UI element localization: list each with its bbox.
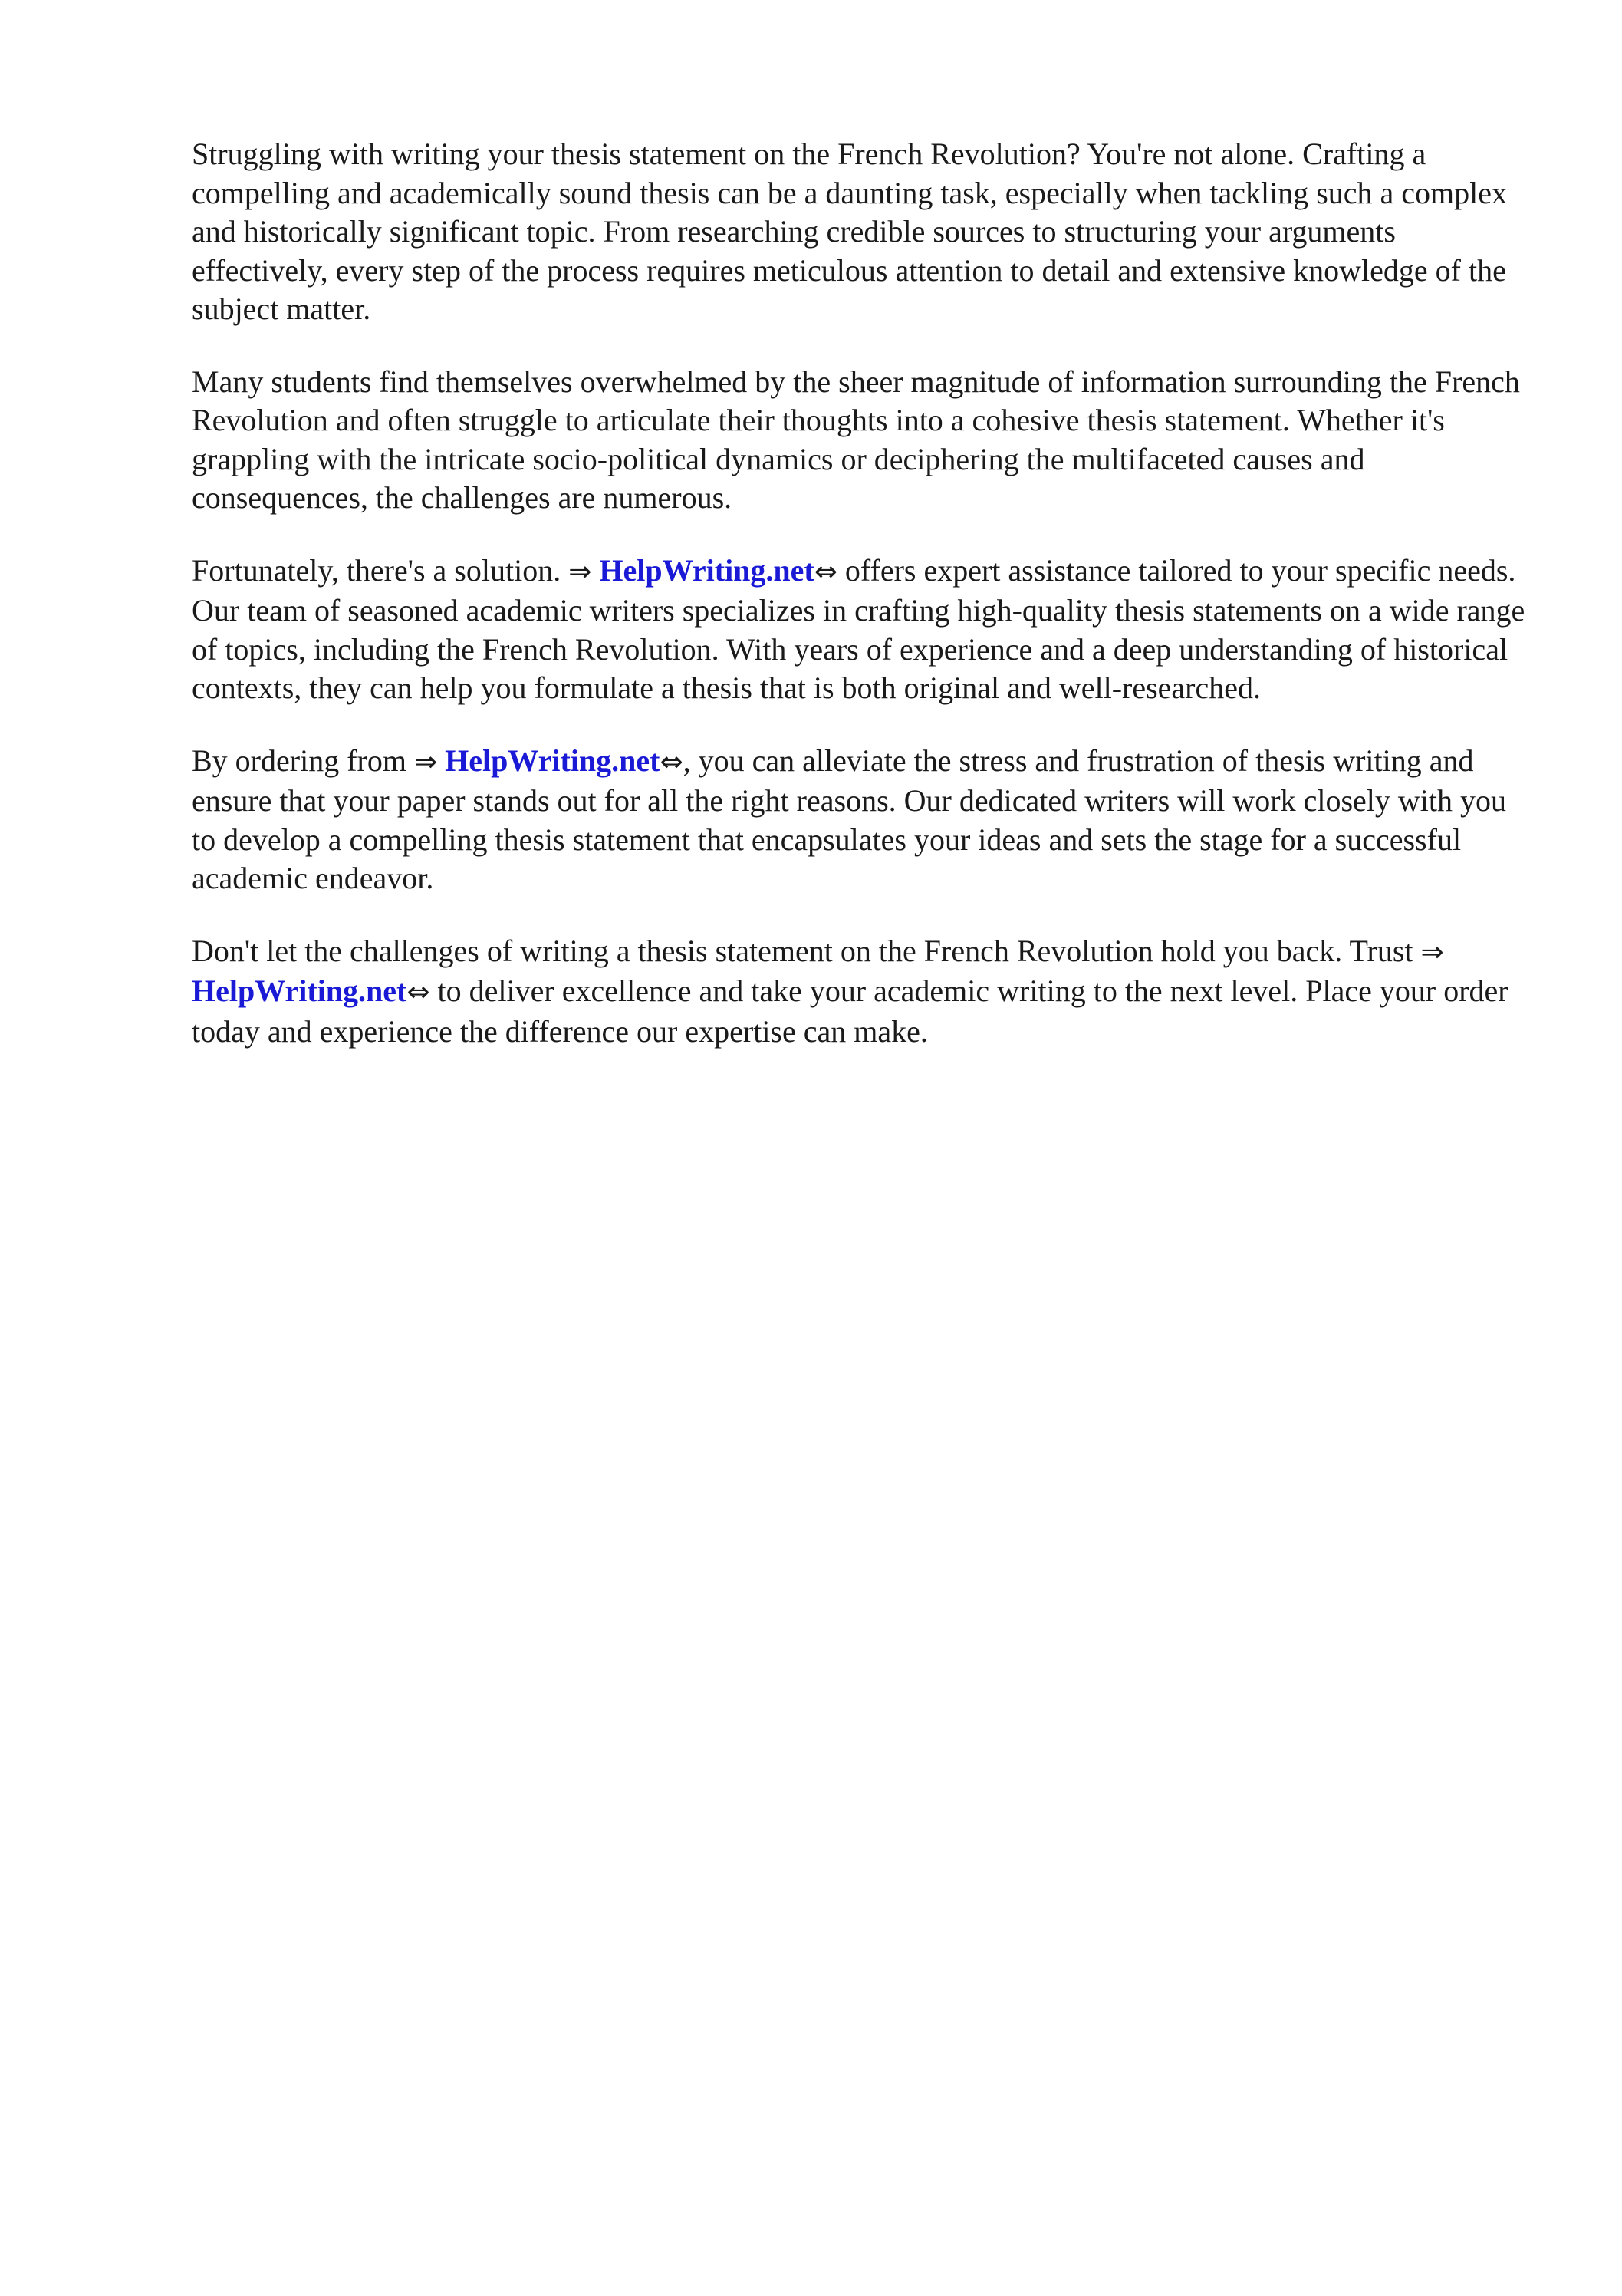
paragraph-closing [192, 932, 1530, 1052]
paragraph-challenges-text: Many students find themselves overwhelmed by the sheer magnitude of information surrounding the French Revolution and often struggle to articulate their thoughts into a cohesive thesis statement. Whether it's grappling with the intricate socio-political dynamics or deciphering the multifaceted causes and consequences, the challenges are numerous. [192, 364, 1520, 515]
document-body [192, 135, 1530, 1085]
paragraph-solution-before: Fortunately, there's a solution. [192, 552, 569, 588]
left-right-arrow-icon: ⇔ [406, 977, 430, 1008]
helpwriting-link[interactable]: HelpWriting.net [445, 743, 660, 778]
right-arrow-icon: ⇒ [568, 555, 592, 588]
paragraph-intro-text: Struggling with writing your thesis statement on the French Revolution? You're not alone. Crafting a compelling and academically sound thesis can be a daunting task, especially when tackling such a complex and historically significant topic. From researching credible sources to structuring your arguments effectively, every step of the process requires meticulous attention to detail and extensive knowledge of the subject matter. [192, 137, 1508, 326]
paragraph-ordering-after: , you can alleviate the stress and frustration of thesis writing and ensure that your paper stands out for all the right reasons. Our dedicated writers will work closely with you to develop a compelling thesis statement that encapsulates your ideas and sets the stage for a successful academic endeavor. [192, 743, 1507, 895]
helpwriting-link[interactable]: HelpWriting.net [192, 973, 407, 1008]
right-arrow-icon: ⇒ [413, 746, 438, 778]
helpwriting-link[interactable]: HelpWriting.net [599, 552, 814, 588]
paragraph-solution-after: offers expert assistance tailored to your specific needs. Our team of seasoned academic writers specializes in crafting high-quality thesis statements on a wide range of topics, including the French Revolution. With years of experience and a deep understanding of historical contexts, they can help you formulate a thesis that is both original and well-researched. [192, 552, 1525, 705]
paragraph-challenges [192, 363, 1530, 518]
paragraph-ordering-before: By ordering from [192, 743, 414, 778]
paragraph-closing-before: Don't let the challenges of writing a thesis statement on the French Revolution hold you back. Trust [192, 933, 1421, 968]
left-right-arrow-icon: ⇔ [660, 746, 683, 778]
paragraph-closing-after: to deliver excellence and take your academic writing to the next level. Place your order today and experience the difference our expertise can make. [192, 973, 1508, 1049]
paragraph-intro [192, 135, 1530, 329]
left-right-arrow-icon: ⇔ [814, 555, 837, 588]
right-arrow-icon: ⇒ [1420, 936, 1444, 968]
paragraph-solution [192, 552, 1530, 708]
paragraph-ordering [192, 742, 1530, 898]
